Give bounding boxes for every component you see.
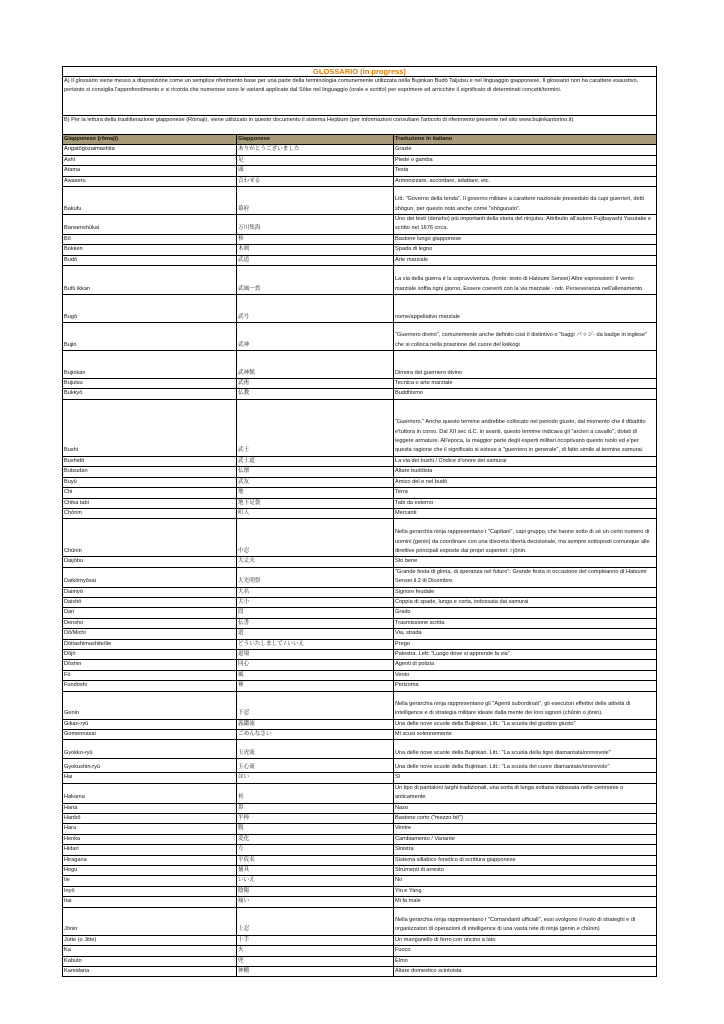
romaji-cell: Iie — [63, 876, 237, 886]
table-row — [63, 519, 657, 557]
romaji-cell: Jutte (o Jitte) — [63, 935, 237, 945]
translation-cell: Una delle nove scuole della Bujinkan. Litt.: "La scuola della tigre diamantata/onorevole" — [394, 740, 657, 759]
translation-cell: Cambiamento / Variante — [394, 834, 657, 844]
table-row — [63, 145, 657, 155]
table-row — [63, 946, 657, 956]
table-row — [63, 897, 657, 907]
table-row — [63, 866, 657, 876]
table-row — [63, 266, 657, 295]
japanese-cell: 中忍 — [237, 519, 394, 557]
japanese-cell: 段 — [237, 608, 394, 618]
table-row — [63, 488, 657, 498]
japanese-cell: 仏壇 — [237, 467, 394, 477]
romaji-cell: Bufū ikkan — [63, 266, 237, 295]
translation-cell: Nella gerarchia ninja rappresentano gli "Agenti subordinati", gli esecutori effettivi delle attività di intelligence e di strategia militare ideate dalla mente dei loro signori (chūnin o jōnin). — [394, 691, 657, 719]
romaji-cell: Hiragana — [63, 855, 237, 865]
table-row — [63, 618, 657, 628]
table-row — [63, 639, 657, 649]
glossary-table — [62, 66, 657, 977]
page-title: GLOSSARIO (in progress) — [63, 67, 657, 77]
romaji-cell: Bujinkan — [63, 351, 237, 379]
header-romaji: Giapponese (rōmaji) — [63, 135, 237, 145]
japanese-cell: 地下足袋 — [237, 498, 394, 508]
table-row — [63, 399, 657, 456]
translation-cell: Ventre — [394, 824, 657, 834]
japanese-cell: 地 — [237, 488, 394, 498]
romaji-cell: Budō — [63, 255, 237, 265]
romaji-cell: Hana — [63, 803, 237, 813]
japanese-cell: 武術 — [237, 379, 394, 389]
translation-cell: Elmo — [394, 956, 657, 966]
note-a: A) Il glossario viene messo a disposizione come un semplice riferimento base per una parte della terminologia comunemente utilizzata nella Bujinkan Budō Taijutsu e nel linguaggio giapponese. Il glossario non ha carattere esaustivo, pertanto si consiglia l'approfondimento e si ricorda che numerose sono le varianti applicate dal Sōke nel linguaggio (orale e scritto) per esprimere ed arricchire il significato di determinati concetti/termini. — [63, 77, 657, 116]
romaji-cell: Dōshin — [63, 660, 237, 670]
romaji-cell: Gyokko-ryū — [63, 740, 237, 759]
table-row — [63, 456, 657, 466]
japanese-cell: 上忍 — [237, 907, 394, 935]
table-row — [63, 477, 657, 487]
table-row — [63, 498, 657, 508]
table-row — [63, 379, 657, 389]
table-row — [63, 783, 657, 803]
note-row — [63, 77, 657, 116]
japanese-cell: はい — [237, 773, 394, 783]
translation-cell: Sistema sillabico fonetico di scrittura giapponese — [394, 855, 657, 865]
japanese-cell: 鼻 — [237, 803, 394, 813]
translation-cell: Agenti di polizia — [394, 660, 657, 670]
table-row — [63, 824, 657, 834]
romaji-cell: Daijōbu — [63, 557, 237, 567]
table-row — [63, 855, 657, 865]
romaji-cell: Bakufu — [63, 187, 237, 215]
translation-cell: Armonizzare, accordare, adattare, etc. — [394, 176, 657, 186]
translation-cell: Terra — [394, 488, 657, 498]
japanese-cell: 大名 — [237, 587, 394, 597]
translation-cell: Signore feudale — [394, 587, 657, 597]
translation-cell: nome/appellativo marziale — [394, 295, 657, 323]
translation-cell: Perizoma — [394, 681, 657, 691]
translation-cell: "Grande festa di gloria, di speranza nel futuro". Grande festa in occasione del compleanno di Hatsumi Sensei il 2 di Dicembre. — [394, 567, 657, 587]
translation-cell: Spada di legno — [394, 245, 657, 255]
romaji-cell: Jōnin — [63, 907, 237, 935]
romaji-cell: Chika tabi — [63, 498, 237, 508]
table-row — [63, 803, 657, 813]
header-row — [63, 135, 657, 145]
table-row — [63, 187, 657, 215]
table-row — [63, 814, 657, 824]
table-row — [63, 234, 657, 244]
translation-cell: Amico del e nel budō — [394, 477, 657, 487]
japanese-cell: ありがとうございました — [237, 145, 394, 155]
table-row — [63, 966, 657, 976]
romaji-cell: Gomennasai — [63, 730, 237, 740]
romaji-cell: Awaseru — [63, 176, 237, 186]
romaji-cell: Butsudan — [63, 467, 237, 477]
romaji-cell: Bansenshūkai — [63, 215, 237, 235]
romaji-cell: Bugō — [63, 295, 237, 323]
table-row — [63, 629, 657, 639]
table-row — [63, 876, 657, 886]
table-row — [63, 886, 657, 896]
table-row — [63, 649, 657, 659]
japanese-cell: 下忍 — [237, 691, 394, 719]
table-row — [63, 719, 657, 729]
glossary-sheet — [62, 66, 656, 977]
romaji-cell: Buyū — [63, 477, 237, 487]
translation-cell: Palestra. Lett: "Luogo dove si apprende la via" — [394, 649, 657, 659]
japanese-cell: 玉虎流 — [237, 740, 394, 759]
japanese-cell: 風 — [237, 670, 394, 680]
table-row — [63, 323, 657, 351]
romaji-cell: Bō — [63, 234, 237, 244]
romaji-cell: Chi — [63, 488, 237, 498]
romaji-cell: Hara — [63, 824, 237, 834]
japanese-cell: 火 — [237, 946, 394, 956]
romaji-cell: Kamidana — [63, 966, 237, 976]
table-row — [63, 773, 657, 783]
note-row — [63, 116, 657, 135]
translation-cell: Dimora del guerriero divino — [394, 351, 657, 379]
translation-cell: La via della guerra è la sopravvivenza. (fonte: testo di Hatsumi Sensei) Altre espressioni: Il vento marziale soffia ogni giorno, Essere coerenti con la via marziale - ndr. Perseveranza nell'allenamento — [394, 266, 657, 295]
translation-cell: Grazie — [394, 145, 657, 155]
romaji-cell: Daimyō — [63, 587, 237, 597]
romaji-cell: Bujin — [63, 323, 237, 351]
table-row — [63, 691, 657, 719]
japanese-cell: 義鑑流 — [237, 719, 394, 729]
romaji-cell: Gikan-ryū — [63, 719, 237, 729]
romaji-cell: Bushi — [63, 399, 237, 456]
japanese-cell: 神棚 — [237, 966, 394, 976]
romaji-cell: Hai — [63, 773, 237, 783]
translation-cell: Grado — [394, 608, 657, 618]
translation-cell: Altare domestico scintoista — [394, 966, 657, 976]
table-row — [63, 834, 657, 844]
translation-cell: Mi scusi solennemente — [394, 730, 657, 740]
japanese-cell: 兜 — [237, 956, 394, 966]
table-row — [63, 467, 657, 477]
table-row — [63, 255, 657, 265]
translation-cell: Coppia di spade, lunga e corta, indossata dai samurai — [394, 597, 657, 607]
translation-cell: Altare buddista — [394, 467, 657, 477]
table-row — [63, 389, 657, 399]
romaji-cell: Densho — [63, 618, 237, 628]
translation-cell: Strumenti di arresto — [394, 866, 657, 876]
translation-cell: Buddhismo — [394, 389, 657, 399]
table-row — [63, 176, 657, 186]
japanese-cell: いいえ — [237, 876, 394, 886]
romaji-cell: Fū — [63, 670, 237, 680]
romaji-cell: Genin — [63, 691, 237, 719]
japanese-cell: 武神館 — [237, 351, 394, 379]
japanese-cell: 左 — [237, 845, 394, 855]
romaji-cell: Chōnin — [63, 508, 237, 518]
japanese-cell: 武道 — [237, 255, 394, 265]
japanese-cell: 道 — [237, 629, 394, 639]
header-translation: Traduzione in italiano — [394, 135, 657, 145]
table-row — [63, 587, 657, 597]
romaji-cell: Dōjō — [63, 649, 237, 659]
romaji-cell: Hanbō — [63, 814, 237, 824]
romaji-cell: Chūnin — [63, 519, 237, 557]
table-row — [63, 245, 657, 255]
translation-cell: Sinistra — [394, 845, 657, 855]
japanese-cell: 痛い — [237, 897, 394, 907]
translation-cell: Un tipo di pantaloni larghi tradizionali, una sorta di lunga sottana indossata nelle cerimonie o anticamente — [394, 783, 657, 803]
table-row — [63, 508, 657, 518]
japanese-cell: 腹 — [237, 824, 394, 834]
japanese-cell: 伝書 — [237, 618, 394, 628]
japanese-cell: ごめんなさい — [237, 730, 394, 740]
japanese-cell: 捕具 — [237, 866, 394, 876]
romaji-cell: Gyokushin-ryū — [63, 759, 237, 773]
translation-cell: Mi fa male — [394, 897, 657, 907]
japanese-cell: 褌 — [237, 681, 394, 691]
table-row — [63, 557, 657, 567]
translation-cell: Trasmissione scritta — [394, 618, 657, 628]
table-row — [63, 215, 657, 235]
romaji-cell: Bokken — [63, 245, 237, 255]
japanese-cell: 町人 — [237, 508, 394, 518]
romaji-cell: Fundoshi — [63, 681, 237, 691]
translation-cell: Prego — [394, 639, 657, 649]
translation-cell: Una delle nove scuole della Bujinkan. Litt.: "La scuola del giudizio giusto" — [394, 719, 657, 729]
table-row — [63, 845, 657, 855]
japanese-cell: 武風一貫 — [237, 266, 394, 295]
japanese-cell: 平仮名 — [237, 855, 394, 865]
translation-cell: Arte marziale — [394, 255, 657, 265]
japanese-cell: 陰陽 — [237, 886, 394, 896]
translation-cell: Fuoco — [394, 946, 657, 956]
translation-cell: Nella gerarchia ninja rappresentano i "Capitani", capi gruppo, che hanno sotto di sé un certo numero di uomini (genin) da coordinare con una discreta libertà decisionale, ma sempre sottoposti comunque alle direttive principali esposte dai propri superiori: i jōnin. — [394, 519, 657, 557]
table-row — [63, 351, 657, 379]
translation-cell: Litt. "Governo della tenda". Il governo militare a carattere nazionale presieduto da capi guerrieri, detti shōgun, per questo noto anche come "shōgunato". — [394, 187, 657, 215]
translation-cell: Tecnica o arte marziale — [394, 379, 657, 389]
romaji-cell: Hogu — [63, 866, 237, 876]
translation-cell: No — [394, 876, 657, 886]
romaji-cell: Ka — [63, 946, 237, 956]
japanese-cell: 道場 — [237, 649, 394, 659]
japanese-cell: 頭 — [237, 166, 394, 176]
japanese-cell: 半棒 — [237, 814, 394, 824]
translation-cell: Vento — [394, 670, 657, 680]
japanese-cell: 仏教 — [237, 389, 394, 399]
table-row — [63, 155, 657, 165]
header-japanese: Giapponese — [237, 135, 394, 145]
table-row — [63, 907, 657, 935]
japanese-cell: 武士 — [237, 399, 394, 456]
japanese-cell: 十手 — [237, 935, 394, 945]
table-row — [63, 608, 657, 618]
romaji-cell: Daikōmyōsai — [63, 567, 237, 587]
romaji-cell: Atama — [63, 166, 237, 176]
japanese-cell: 変化 — [237, 834, 394, 844]
table-row — [63, 681, 657, 691]
japanese-cell: 同心 — [237, 660, 394, 670]
table-row — [63, 166, 657, 176]
romaji-cell: Arigatōgozaimashita — [63, 145, 237, 155]
japanese-cell: 大丈夫 — [237, 557, 394, 567]
translation-cell: Yin e Yang — [394, 886, 657, 896]
romaji-cell: Bukkyō — [63, 389, 237, 399]
japanese-cell: 袴 — [237, 783, 394, 803]
japanese-cell: 棒 — [237, 234, 394, 244]
table-row — [63, 730, 657, 740]
japanese-cell: 武号 — [237, 295, 394, 323]
japanese-cell: どういたしまして / いいえ — [237, 639, 394, 649]
note-b: B) Per la lettura della traslitterazione giapponese (Rōmaji), viene utilizzato in questo documento il sistema Hepburn (per informazioni consultare l'articolo di riferimento presente nel sito www.bujinkantorino.it) — [63, 116, 657, 135]
translation-cell: Naso — [394, 803, 657, 813]
translation-cell: Tabi da esterno — [394, 498, 657, 508]
romaji-cell: Bujutsu — [63, 379, 237, 389]
translation-cell: Bastone corto ("mezzo bō") — [394, 814, 657, 824]
romaji-cell: Hakama — [63, 783, 237, 803]
japanese-cell: 大光明祭 — [237, 567, 394, 587]
japanese-cell: 木剣 — [237, 245, 394, 255]
romaji-cell: Itai — [63, 897, 237, 907]
japanese-cell: 万川集海 — [237, 215, 394, 235]
translation-cell: Uno dei testi (densho) più importanti della storia del ninjutsu. Attribuito all'autore Fujibayashi Yasutake e scritto nel 1676 circa. — [394, 215, 657, 235]
romaji-cell: Dan — [63, 608, 237, 618]
table-row — [63, 670, 657, 680]
table-row — [63, 956, 657, 966]
translation-cell: "Guerriero." Anche questo termine andrebbe collocato nel periodo giusto, dal momento che il dibattito e'tuttora in corso. Dal XII sec d.C. in avanti, questo termine indicava gli "arcieri a cavallo", dotati di leggere armature. All'epoca, la maggior parte degli esperti militari ricoprivano questo ruolo ed e'per questa ragione che il significato si estese a "guerriero in generale", di fatto simile al termine samurai. — [394, 399, 657, 456]
romaji-cell: Dō/Michi — [63, 629, 237, 639]
translation-cell: Bastone lungo giapponese — [394, 234, 657, 244]
japanese-cell: 大小 — [237, 597, 394, 607]
japanese-cell: 幕府 — [237, 187, 394, 215]
japanese-cell: 玉心流 — [237, 759, 394, 773]
table-row — [63, 935, 657, 945]
translation-cell: Sto bene — [394, 557, 657, 567]
japanese-cell: 合わせる — [237, 176, 394, 186]
table-row — [63, 740, 657, 759]
romaji-cell: Inyō — [63, 886, 237, 896]
romaji-cell: Bushidō — [63, 456, 237, 466]
japanese-cell: 武士道 — [237, 456, 394, 466]
table-row — [63, 567, 657, 587]
translation-cell: Mercanti — [394, 508, 657, 518]
translation-cell: Piede o gamba — [394, 155, 657, 165]
translation-cell: Sì — [394, 773, 657, 783]
table-row — [63, 597, 657, 607]
table-row — [63, 660, 657, 670]
translation-cell: "Guerriero divino", comunemente anche definito così il distintivo o "baggi バッジ- da badge in inglese" che si colloca nella posizione del cuore del keikogi — [394, 323, 657, 351]
title-row — [63, 67, 657, 77]
table-row — [63, 295, 657, 323]
japanese-cell: 武友 — [237, 477, 394, 487]
table-row — [63, 759, 657, 773]
translation-cell: Via, strada — [394, 629, 657, 639]
japanese-cell: 武神 — [237, 323, 394, 351]
translation-cell: Testa — [394, 166, 657, 176]
romaji-cell: Ashi — [63, 155, 237, 165]
japanese-cell: 足 — [237, 155, 394, 165]
translation-cell: Una delle nove scuole della Bujinkan. Litt.: "La scuola del cuore diamantato/onorevole" — [394, 759, 657, 773]
translation-cell: Un manganello di ferro con uncino a lato — [394, 935, 657, 945]
translation-cell: Nella gerarchia ninja rappresentano i "Comandanti ufficiali", essi svolgono il ruolo di strateghi e di organizzatori di operazioni di intelligence di una vasta rete di ninja (genin e chūnin) — [394, 907, 657, 935]
romaji-cell: Hidari — [63, 845, 237, 855]
romaji-cell: Daishō — [63, 597, 237, 607]
romaji-cell: Henka — [63, 834, 237, 844]
romaji-cell: Kabuto — [63, 956, 237, 966]
romaji-cell: Dōitashimashite/Iie — [63, 639, 237, 649]
translation-cell: La via dei bushi / Codice d'onore dei samurai — [394, 456, 657, 466]
